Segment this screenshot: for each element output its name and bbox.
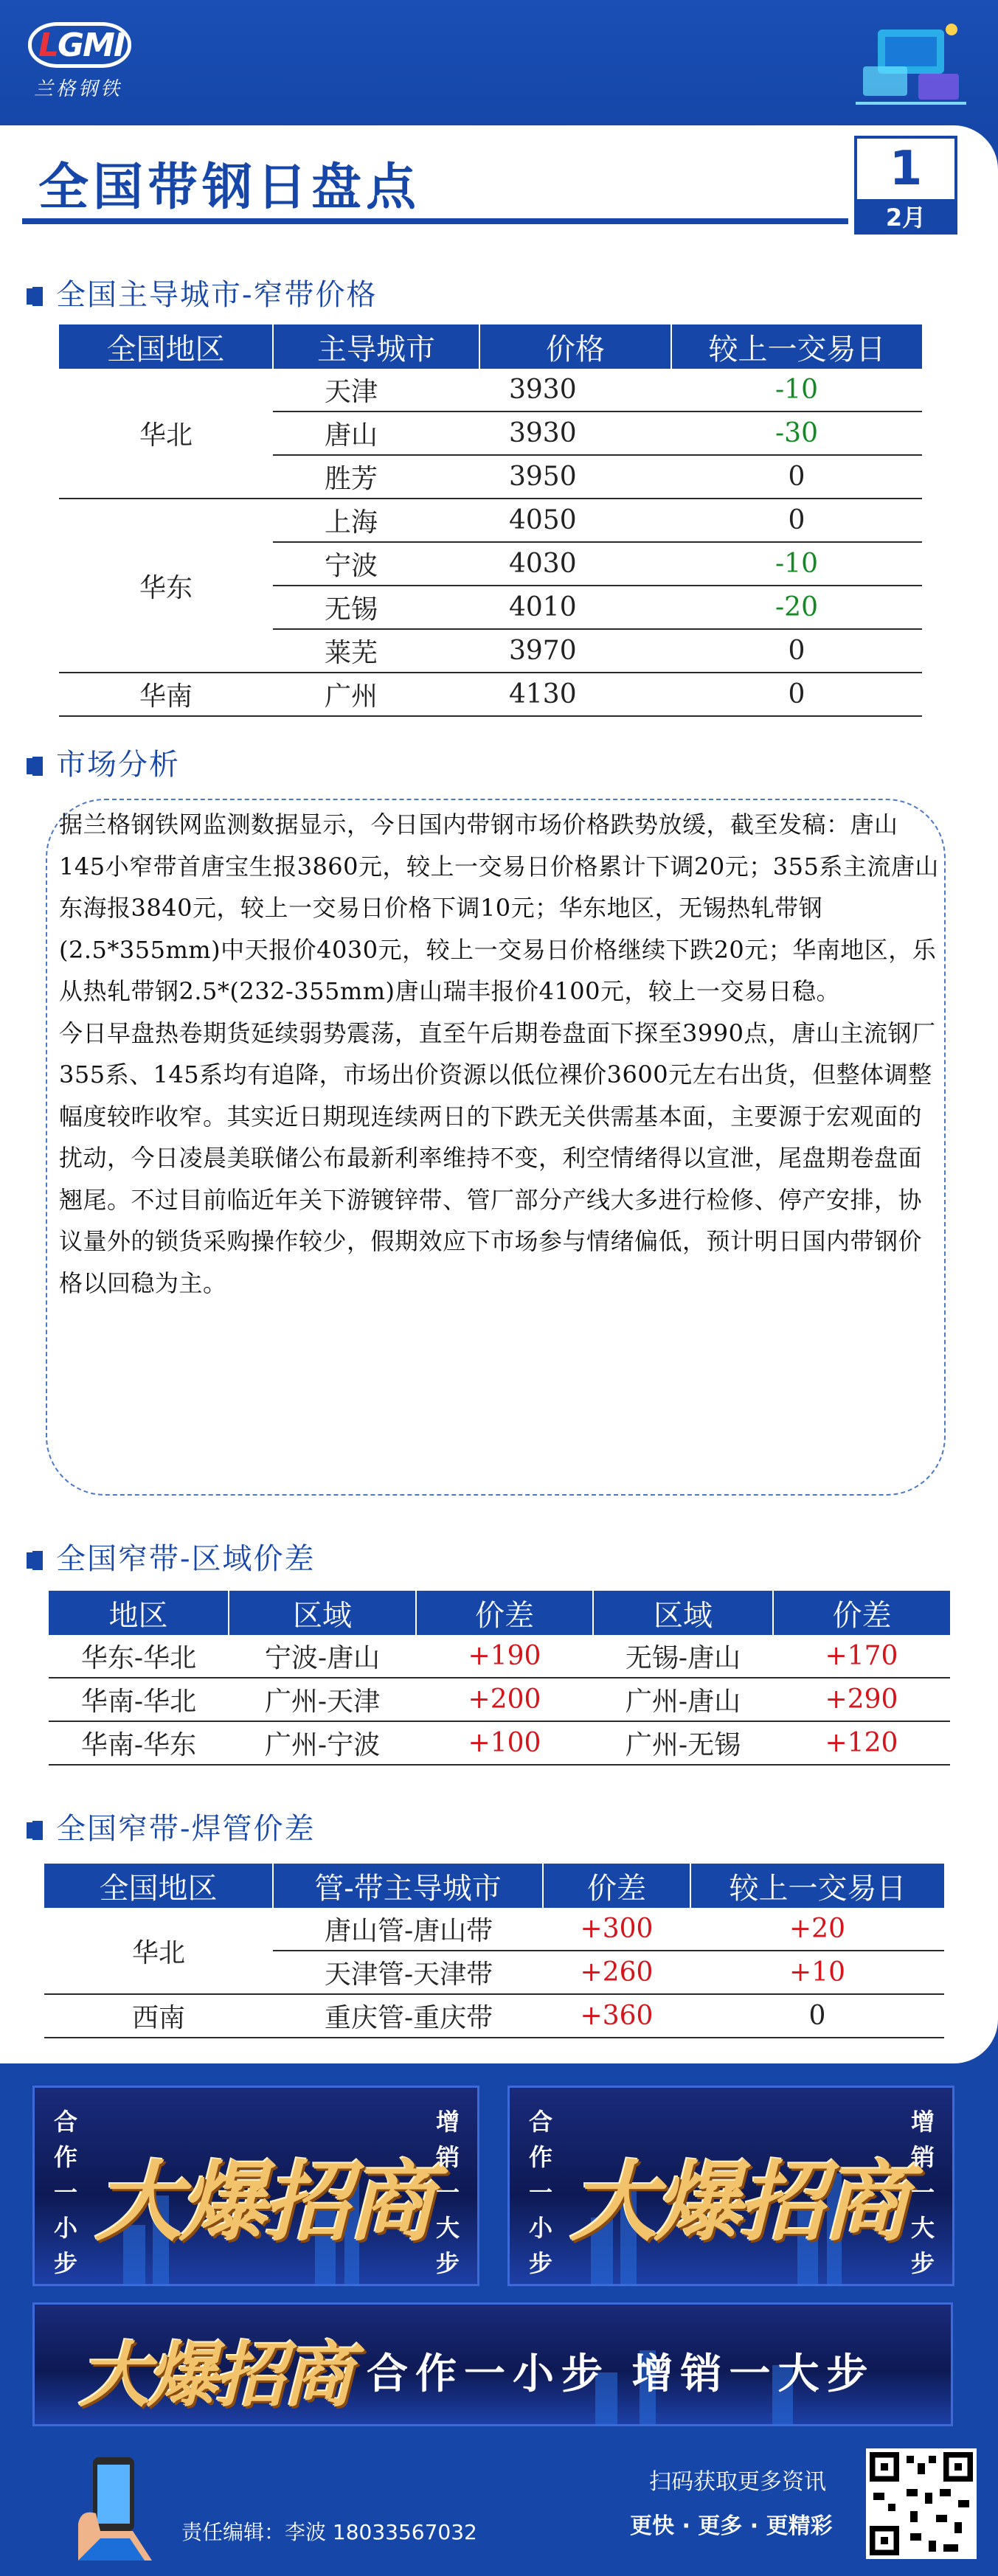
col-header: 主导城市	[273, 324, 479, 369]
analysis-text	[59, 804, 944, 1304]
analysis-paragraph: 据兰格钢铁网监测数据显示，今日国内带钢市场价格跌势放缓，截至发稿：唐山145小窄带首唐宝生报3860元，较上一交易日价格累计下调20元；355系主流唐山东海报3840元，较上一交易日价格下调10元；华东地区，无锡热轧带钢(2.5*355mm)中天报价4030元，较上一交易日价格继续下跌20元；华南地区，乐从热轧带钢2.5*(232-355mm)唐山瑞丰报价4100元，较上一交易日稳。	[59, 810, 939, 1005]
footer-editor: 责任编辑：李波 18033567032	[181, 2520, 477, 2544]
promo-banner-wide[interactable]	[32, 2302, 953, 2426]
price-cell: 3930	[479, 412, 671, 455]
logo-text: LGMI	[38, 27, 125, 64]
spread-cell: +120	[773, 1721, 950, 1765]
table-row	[59, 369, 922, 412]
analysis-paragraph: 今日早盘热卷期货延续弱势震荡，直至午后期卷盘面下探至3990点，唐山主流钢厂355系、145系均有追降，市场出价资源以低位裸价3600元左右出货，但整体调整幅度较昨收窄。其实近日期现连续两日的下跌无关供需基本面，主要源于宏观面的扰动，今日凌晨美联储公布最新利率维持不变，利空情绪得以宣泄，尾盘期卷盘面翘尾。不过目前临近年关下游镀锌带、管厂部分产线大多进行检修、停产安排，协议量外的锁货采购操作较少，假期效应下市场参与情绪偏低，预计明日国内带钢价格以回稳为主。	[59, 1018, 936, 1297]
logo[interactable]	[28, 16, 139, 100]
regional-spread-table	[49, 1591, 950, 1766]
pair-cell: 重庆管-重庆带	[273, 1994, 543, 2038]
col-header: 价格	[479, 324, 671, 369]
col-header: 价差	[543, 1864, 690, 1908]
col-header: 价差	[773, 1591, 950, 1635]
city-cell: 广州	[273, 673, 479, 716]
banner-headline: 大爆招商	[95, 2150, 432, 2253]
city-cell: 莱芜	[273, 629, 479, 673]
spread-cell: +170	[773, 1635, 950, 1678]
col-header: 全国地区	[59, 324, 273, 369]
qr-code-icon[interactable]	[866, 2448, 977, 2559]
area-cell: 华南-华东	[49, 1721, 229, 1765]
banner-slogan: 合作一小步 增销一大步	[367, 2350, 876, 2398]
date-day: 1	[854, 136, 957, 202]
table-row	[49, 1678, 950, 1721]
area-cell: 华东-华北	[49, 1635, 229, 1678]
pair-cell: 唐山管-唐山带	[273, 1908, 543, 1951]
col-header: 较上一交易日	[690, 1864, 944, 1908]
logo-cn: 兰格钢铁	[34, 78, 123, 100]
change-cell: -10	[671, 542, 922, 586]
footer-scan-text: 扫码获取更多资讯	[649, 2469, 826, 2495]
title-underline	[22, 218, 848, 224]
zone-cell: 宁波-唐山	[229, 1635, 416, 1678]
change-cell: -10	[671, 369, 922, 412]
city-cell: 宁波	[273, 542, 479, 586]
banner-side-left: 合 作 一 小 步	[53, 2108, 77, 2277]
section-title-regional-spread: 全国窄带-区域价差	[32, 1535, 316, 1577]
table-row	[59, 499, 922, 542]
col-header: 价差	[416, 1591, 593, 1635]
city-cell: 天津	[273, 369, 479, 412]
banner-side-left: 合 作 一 小 步	[528, 2108, 552, 2277]
city-cell: 上海	[273, 499, 479, 542]
region-cell: 华南	[59, 673, 273, 716]
promo-banner-left[interactable]	[32, 2086, 479, 2286]
spread-cell: +200	[416, 1678, 593, 1721]
table-row	[59, 673, 922, 716]
table-row	[49, 1721, 950, 1765]
banner-headline: 大爆招商	[79, 2333, 350, 2417]
tech-illustration-icon	[848, 15, 974, 118]
spread-cell: +360	[543, 1994, 690, 2038]
change-cell: -20	[671, 586, 922, 629]
page-title: 全国带钢日盘点	[38, 159, 421, 217]
change-cell: +10	[690, 1951, 944, 1994]
phone-hand-icon	[71, 2450, 159, 2561]
region-cell: 西南	[44, 1994, 273, 2038]
spread-cell: +300	[543, 1908, 690, 1951]
city-cell: 无锡	[273, 586, 479, 629]
section-title-city-prices: 全国主导城市-窄带价格	[32, 271, 378, 313]
spread-cell: +100	[416, 1721, 593, 1765]
banner-side-right: 增 销 一 大 步	[910, 2108, 935, 2277]
zone-cell: 广州-无锡	[593, 1721, 773, 1765]
spread-cell: +290	[773, 1678, 950, 1721]
price-cell: 3970	[479, 629, 671, 673]
price-cell: 3930	[479, 369, 671, 412]
zone-cell: 广州-唐山	[593, 1678, 773, 1721]
city-price-table	[59, 324, 922, 717]
banner-headline: 大爆招商	[570, 2150, 907, 2253]
area-cell: 华南-华北	[49, 1678, 229, 1721]
change-cell: -30	[671, 412, 922, 455]
change-cell: +20	[690, 1908, 944, 1951]
change-cell: 0	[690, 1994, 944, 2038]
zone-cell: 无锡-唐山	[593, 1635, 773, 1678]
table-row	[44, 1994, 944, 2038]
table-row	[49, 1635, 950, 1678]
price-cell: 4050	[479, 499, 671, 542]
price-cell: 4030	[479, 542, 671, 586]
price-cell: 3950	[479, 455, 671, 499]
col-header: 地区	[49, 1591, 229, 1635]
change-cell: 0	[671, 673, 922, 716]
col-header: 区域	[593, 1591, 773, 1635]
col-header: 较上一交易日	[671, 324, 922, 369]
table-row	[44, 1908, 944, 1951]
change-cell: 0	[671, 499, 922, 542]
region-cell: 华东	[59, 499, 273, 673]
spread-cell: +260	[543, 1951, 690, 1994]
section-title-analysis: 市场分析	[32, 741, 180, 783]
pair-cell: 天津管-天津带	[273, 1951, 543, 1994]
city-cell: 胜芳	[273, 455, 479, 499]
col-header: 全国地区	[44, 1864, 273, 1908]
section-title-pipe-spread: 全国窄带-焊管价差	[32, 1805, 316, 1847]
promo-banner-right[interactable]	[507, 2086, 954, 2286]
zone-cell: 广州-宁波	[229, 1721, 416, 1765]
banner-side-right: 增 销 一 大 步	[435, 2108, 460, 2277]
col-header: 管-带主导城市	[273, 1864, 543, 1908]
pipe-spread-table	[44, 1864, 944, 2038]
price-cell: 4010	[479, 586, 671, 629]
change-cell: 0	[671, 455, 922, 499]
col-header: 区域	[229, 1591, 416, 1635]
date-month: 2月	[854, 201, 957, 235]
region-cell: 华北	[44, 1908, 273, 1994]
zone-cell: 广州-天津	[229, 1678, 416, 1721]
region-cell: 华北	[59, 369, 273, 499]
footer-tagline: 更快 · 更多 · 更精彩	[630, 2513, 833, 2539]
price-cell: 4130	[479, 673, 671, 716]
city-cell: 唐山	[273, 412, 479, 455]
spread-cell: +190	[416, 1635, 593, 1678]
change-cell: 0	[671, 629, 922, 673]
